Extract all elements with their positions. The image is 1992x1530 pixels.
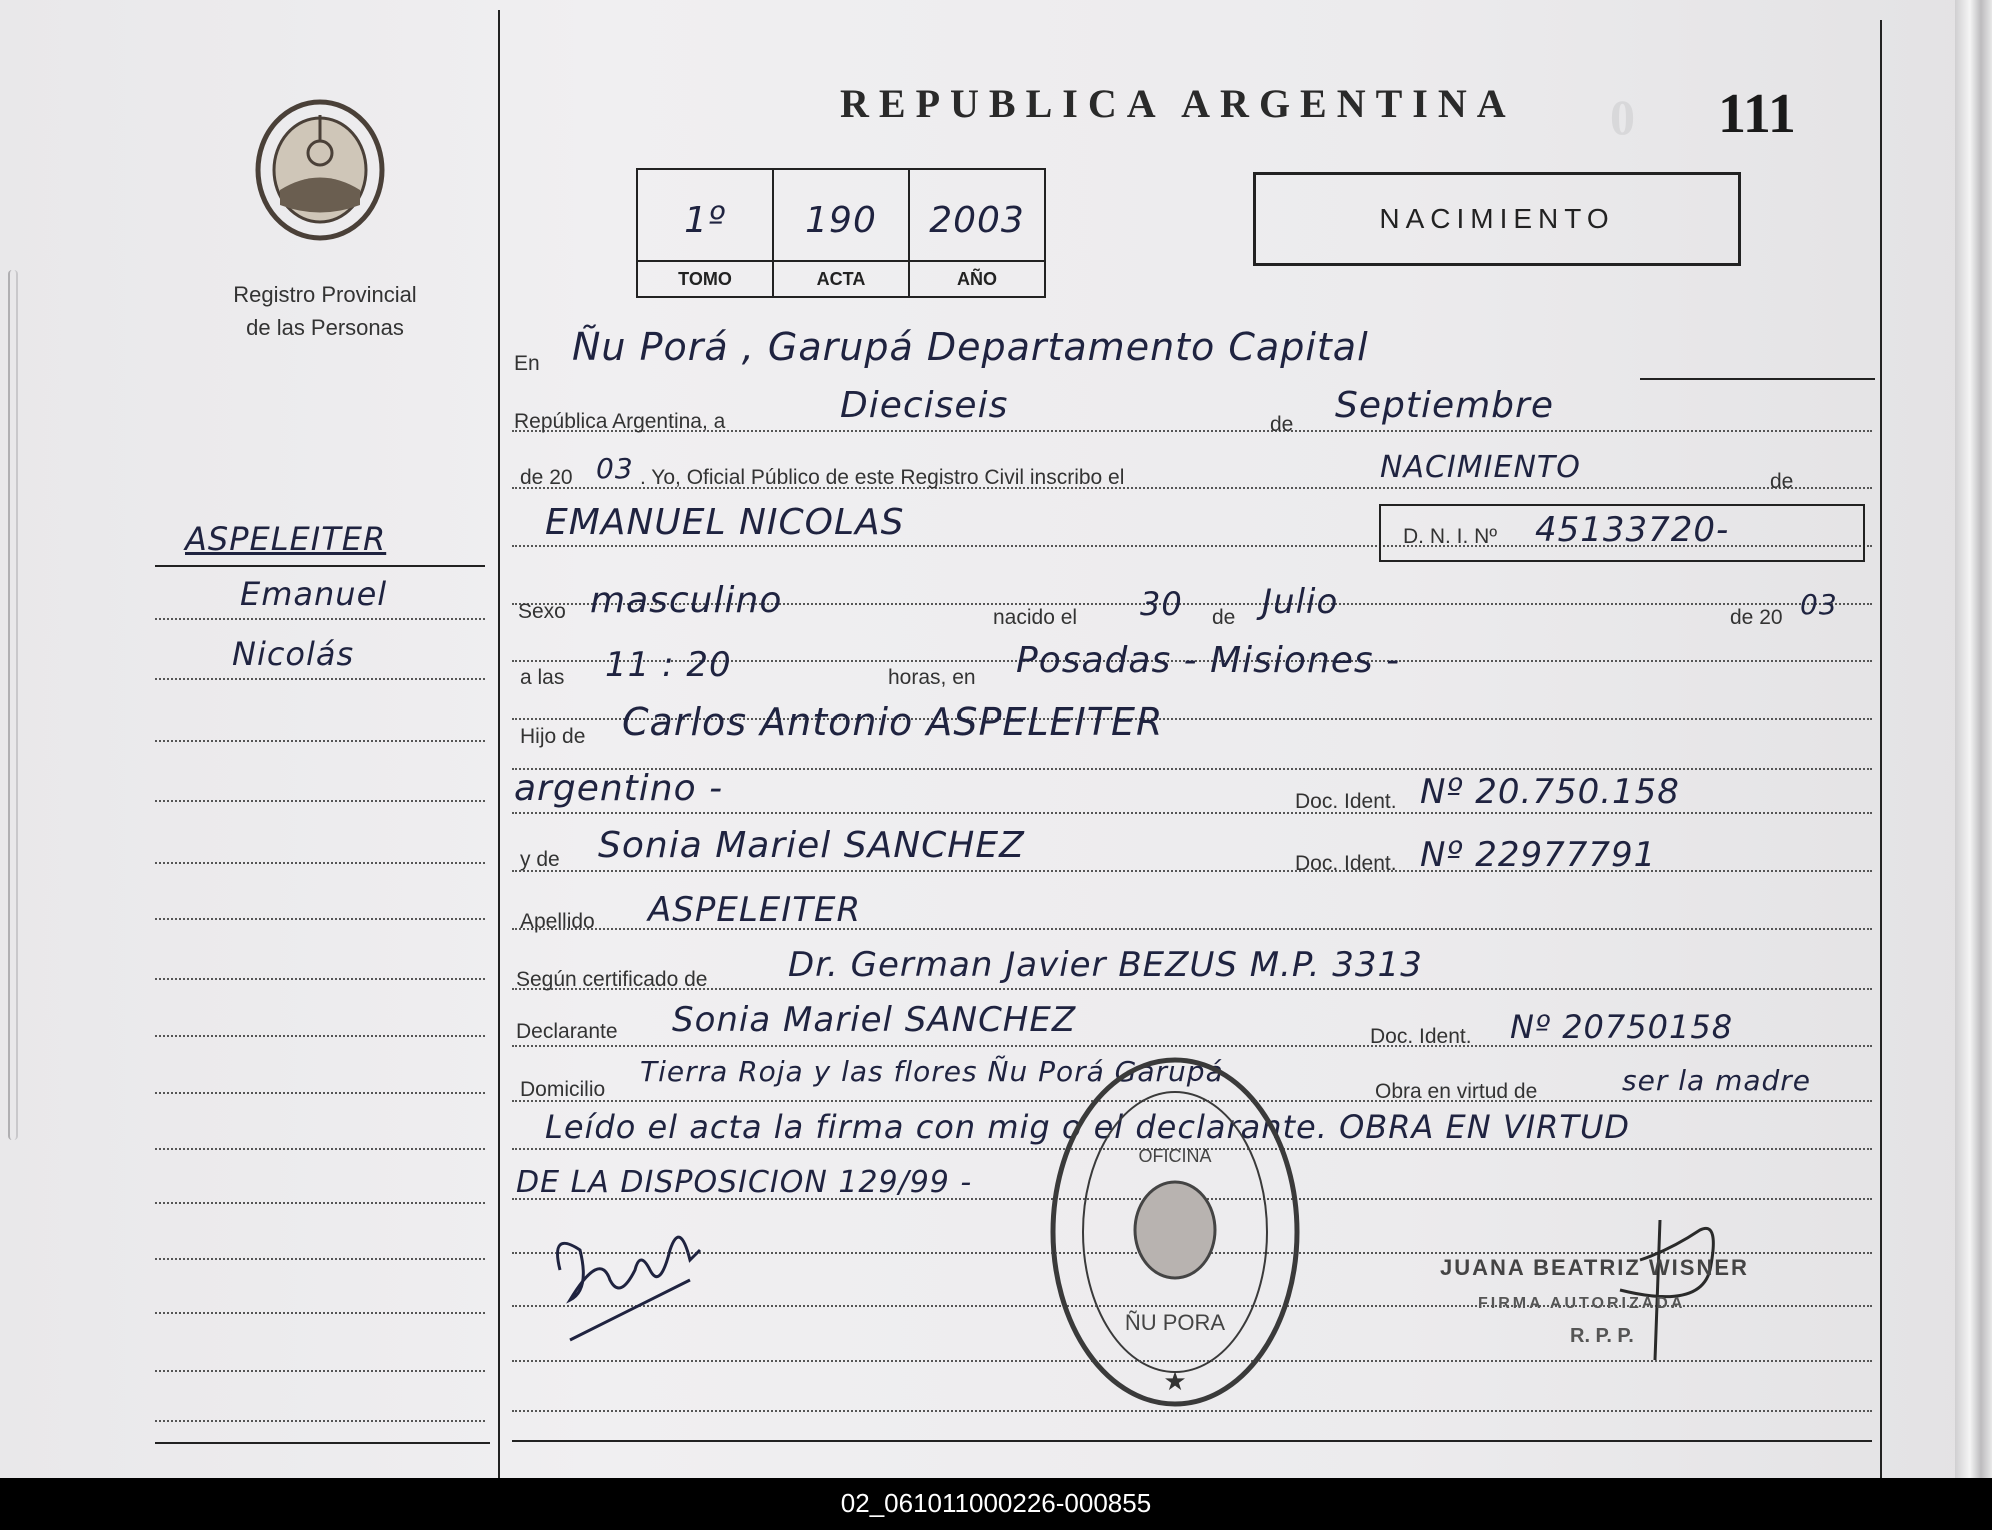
apellido-value: ASPELEITER xyxy=(648,890,862,930)
inscribe-type: NACIMIENTO xyxy=(1380,450,1581,485)
domicilio-value: Tierra Roja y las flores Ñu Porá Garupá xyxy=(640,1055,1224,1088)
de-label-3: de xyxy=(1212,606,1236,629)
margin-line xyxy=(155,1370,485,1372)
acta-value: 190 xyxy=(805,200,877,241)
segun-label: Según certificado de xyxy=(516,968,708,991)
de-label: de xyxy=(1270,413,1294,436)
en-label: En xyxy=(514,352,540,375)
de-label-2: de xyxy=(1770,470,1794,493)
record-day: Dieciseis xyxy=(840,385,1009,426)
dni-label: D. N. I. Nº xyxy=(1403,525,1498,548)
sexo-label: Sexo xyxy=(518,600,566,623)
margin-line xyxy=(155,1258,485,1260)
serial-faded-digits: 0 xyxy=(1610,89,1635,145)
left-column-divider xyxy=(498,10,500,1478)
birth-month: Julio xyxy=(1262,582,1339,622)
anio-cell xyxy=(910,170,1044,296)
declarante-label: Declarante xyxy=(516,1020,618,1043)
domicilio-label: Domicilio xyxy=(520,1078,606,1101)
hijo-label: Hijo de xyxy=(520,725,586,748)
margin-line xyxy=(155,1312,485,1314)
margin-line xyxy=(155,678,485,680)
right-border xyxy=(1880,20,1882,1478)
doc-ident-label: Doc. Ident. xyxy=(1295,790,1397,813)
margin-surname: ASPELEITER xyxy=(185,520,387,558)
declarante-doc: Nº 20750158 xyxy=(1510,1008,1734,1046)
form-line xyxy=(512,870,1872,872)
margin-line xyxy=(155,1420,485,1422)
obra-value: ser la madre xyxy=(1622,1064,1812,1097)
record-month: Septiembre xyxy=(1335,385,1554,426)
acta-cell xyxy=(774,170,910,296)
margin-line xyxy=(155,740,485,742)
registry-name xyxy=(170,278,480,344)
margin-line xyxy=(155,1202,485,1204)
obra-label: Obra en virtud de xyxy=(1375,1080,1538,1103)
authority-name: JUANA BEATRIZ WISNER xyxy=(1440,1255,1749,1280)
registry-line-1: Registro Provincial xyxy=(233,282,417,307)
alas-label: a las xyxy=(520,666,565,689)
margin-line xyxy=(155,618,485,620)
sexo-value: masculino xyxy=(590,580,783,621)
margin-line xyxy=(155,800,485,802)
father-name: Carlos Antonio ASPELEITER xyxy=(622,700,1164,744)
doc-ident-label-2: Doc. Ident. xyxy=(1295,852,1397,875)
anio-label: AÑO xyxy=(910,260,1044,296)
form-line xyxy=(512,988,1872,990)
form-bottom-rule xyxy=(512,1440,1872,1442)
dni-value: 45133720- xyxy=(1535,510,1730,550)
child-name: EMANUEL NICOLAS xyxy=(545,502,905,543)
tomo-cell xyxy=(638,170,774,296)
margin-line xyxy=(155,862,485,864)
note-line-1: Leído el acta la firma con mig o el declarante. OBRA EN VIRTUD xyxy=(545,1108,1631,1146)
mother-name: Sonia Mariel SANCHEZ xyxy=(598,825,1025,866)
authority-org: R. P. P. xyxy=(1570,1325,1634,1347)
republica-label: República Argentina, a xyxy=(514,410,726,433)
tomo-value: 1º xyxy=(684,200,726,241)
serial-number: 111 xyxy=(1718,83,1796,145)
stamp-bottom-text: ÑU PORA xyxy=(1124,1310,1226,1335)
birth-time: 11 : 20 xyxy=(605,645,732,685)
margin-bottom-rule xyxy=(155,1442,490,1444)
document-type-box: NACIMIENTO xyxy=(1253,172,1741,266)
oficial-text: . Yo, Oficial Público de este Registro Civil inscribo el xyxy=(640,466,1125,489)
birth-year-prefix: de 20 xyxy=(1730,606,1783,629)
horas-label: horas, en xyxy=(888,666,976,689)
record-year: 03 xyxy=(596,452,634,485)
birth-place: Posadas - Misiones - xyxy=(1016,640,1401,681)
mother-doc: Nº 22977791 xyxy=(1420,835,1657,875)
certificado-value: Dr. German Javier BEZUS M.P. 3313 xyxy=(788,945,1423,985)
page-title: REPUBLICA ARGENTINA xyxy=(840,81,1516,126)
acta-label: ACTA xyxy=(774,260,908,296)
svg-text:★: ★ xyxy=(1163,1366,1187,1396)
note-line-2: DE LA DISPOSICION 129/99 - xyxy=(516,1165,973,1200)
margin-line xyxy=(155,1092,485,1094)
father-nationality: argentino - xyxy=(514,768,724,809)
form-rule xyxy=(1640,378,1875,380)
authority-title: FIRMA AUTORIZADA xyxy=(1478,1295,1686,1312)
stamp-center-top: OFICINA xyxy=(1138,1146,1212,1166)
declarante-value: Sonia Mariel SANCHEZ xyxy=(672,1000,1077,1040)
nacido-label: nacido el xyxy=(993,606,1078,629)
margin-line xyxy=(155,1148,485,1150)
doc-ident-label-3: Doc. Ident. xyxy=(1370,1025,1472,1048)
year-prefix: de 20 xyxy=(520,466,573,489)
margin-first-name: Emanuel xyxy=(240,575,388,613)
record-ids-box xyxy=(636,168,1046,298)
margin-second-name: Nicolás xyxy=(232,635,355,673)
birth-day: 30 xyxy=(1140,585,1183,623)
binding-spine xyxy=(8,270,18,1140)
birth-year: 03 xyxy=(1800,588,1838,621)
margin-line xyxy=(155,978,485,980)
yde-label: y de xyxy=(520,848,560,871)
place-of-record: Ñu Porá , Garupá Departamento Capital xyxy=(572,325,1369,369)
margin-rule xyxy=(155,565,485,567)
registry-line-2: de las Personas xyxy=(246,315,404,340)
provincial-seal-icon xyxy=(250,95,390,245)
father-doc: Nº 20.750.158 xyxy=(1420,772,1680,812)
delegation-stamp-icon xyxy=(1045,1050,1305,1415)
margin-line xyxy=(155,1035,485,1037)
apellido-label: Apellido xyxy=(520,910,595,933)
margin-line xyxy=(155,918,485,920)
document-id-footer: 02_061011000226-000855 xyxy=(0,1478,1992,1530)
declarant-signature xyxy=(540,1190,720,1350)
anio-value: 2003 xyxy=(929,200,1025,241)
form-line xyxy=(512,812,1872,814)
tomo-label: TOMO xyxy=(638,260,772,296)
page-right-edge xyxy=(1955,0,1992,1478)
